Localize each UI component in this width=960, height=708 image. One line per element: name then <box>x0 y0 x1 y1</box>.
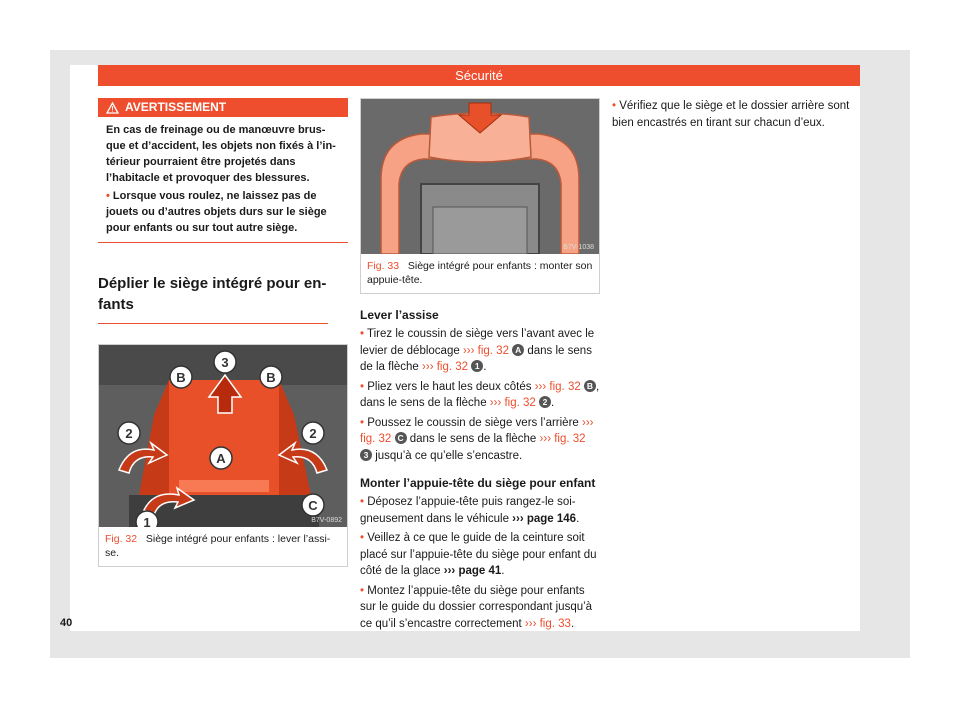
lever-step-3-text-a: Poussez le coussin de siège vers l’arrière <box>367 416 579 429</box>
figure-33-illustration <box>361 99 599 254</box>
fig-32-link[interactable]: ››› fig. 32 <box>462 344 509 357</box>
fig-32-link[interactable]: ››› fig. 32 <box>360 416 594 445</box>
bullet-icon: • <box>360 496 365 508</box>
headrest-step-1-end: . <box>576 512 580 525</box>
fig32-label-b-left: B <box>176 370 186 385</box>
bullet-icon: • <box>106 190 110 202</box>
figure-33-caption-text: Siège intégré pour enfants : monter son appuie-tête. <box>367 260 593 286</box>
fig32-label-2-right: 2 <box>309 426 317 441</box>
headrest-heading: Monter l’appuie-tête du siège pour enfant <box>360 476 596 490</box>
fig-32-link[interactable]: ››› fig. 32 <box>489 397 536 409</box>
fig-32-link[interactable]: ››› fig. 32 <box>422 361 469 373</box>
figure-32-illustration <box>99 345 347 527</box>
fig32-label-a: A <box>216 451 226 466</box>
bullet-icon: • <box>360 380 365 393</box>
warning-triangle-icon <box>106 102 119 114</box>
column-middle <box>360 98 600 635</box>
lever-step-2-text-b: , dans le sens de la flèche <box>360 380 600 409</box>
column-right <box>612 98 852 134</box>
page-number: 40 <box>60 617 73 629</box>
fig32-label-b-right: B <box>266 370 276 385</box>
label-2-badge: 2 <box>539 396 551 408</box>
label-c-badge: C <box>395 432 407 444</box>
section-header-title: Sécurité <box>455 68 503 83</box>
warning-body <box>98 117 348 242</box>
fig-33-link[interactable]: ››› fig. 33 <box>524 617 571 630</box>
lever-step-2-text-a: Pliez vers le haut les deux côtés <box>367 380 532 393</box>
figure-32-drawing <box>99 345 347 527</box>
fig32-label-3: 3 <box>221 355 229 370</box>
label-3-badge: 3 <box>360 449 372 461</box>
lever-step-2 <box>360 379 600 412</box>
bullet-icon: • <box>360 328 365 340</box>
figure-33-drawing <box>361 99 599 254</box>
label-1-badge: 1 <box>471 360 483 372</box>
bullet-icon: • <box>360 416 365 429</box>
section-title: Déplier le siège intégré pour en-fants <box>98 273 328 324</box>
lever-heading: Lever l’assise <box>360 308 439 322</box>
headrest-step-3-end: . <box>570 617 575 630</box>
headrest-step-2-end: . <box>501 565 505 577</box>
check-step-text: Vérifiez que le siège et le dossier arrière sont bien encastrés en tirant sur chacun d’eux. <box>612 100 850 129</box>
headrest-step-2-text: Veillez à ce que le guide de la ceinture soit placé sur l’appuie-tête du siège pour enfant du côté de la glace <box>360 532 597 577</box>
label-b-badge: B <box>584 380 596 392</box>
headrest-step-3 <box>360 583 600 633</box>
warning-box <box>98 98 348 243</box>
figure-33-code: B7V-1038 <box>563 244 594 251</box>
figure-32-number: Fig. 32 <box>105 533 138 545</box>
lever-step-3-end: jusqu’à ce qu’elle s’encastre. <box>375 449 523 462</box>
lever-step-2-end: . <box>551 397 555 409</box>
fig32-label-c: C <box>308 498 318 513</box>
headrest-step-2 <box>360 530 600 580</box>
fig-32-link[interactable]: ››› fig. 32 <box>539 433 586 445</box>
figure-33 <box>360 98 600 294</box>
warning-bullet-text: Lorsque vous roulez, ne laissez pas de jouets ou d’autres objets durs sur le siège pour enfants ou sur tout autre siège. <box>106 190 327 234</box>
section-header-bar <box>98 65 860 86</box>
lever-step-3 <box>360 415 600 465</box>
fig32-label-1: 1 <box>143 515 151 527</box>
figure-33-number: Fig. 33 <box>367 260 400 272</box>
headrest-step-3-text: Montez l’appuie-tête du siège pour enfants sur le guide du dossier correspondant jusqu’à ce qu’il s’encastre correctement <box>360 584 593 630</box>
bullet-icon: • <box>360 584 365 597</box>
headrest-step-1 <box>360 494 600 527</box>
fig-32-link[interactable]: ››› fig. 32 <box>534 380 581 393</box>
bullet-icon: • <box>360 532 365 544</box>
figure-32-caption-text: Siège intégré pour enfants : lever l’assi-se. <box>105 533 331 559</box>
warning-title: AVERTISSEMENT <box>125 100 227 114</box>
lever-step-1-end: . <box>483 361 487 373</box>
figure-32-caption <box>99 527 347 566</box>
column-left <box>98 98 348 567</box>
headrest-step-1-text: Déposez l’appuie-tête puis rangez-le soi-gneusement dans le véhicule <box>360 496 576 525</box>
page-41-link[interactable]: ››› page 41 <box>443 565 502 577</box>
lever-step-1-text-b: dans le sens de la flèche <box>360 344 592 373</box>
page-146-link[interactable]: ››› page 146 <box>512 512 577 525</box>
label-a-badge: A <box>512 344 524 356</box>
figure-33-caption <box>361 254 599 293</box>
figure-32-code: B7V-0892 <box>311 517 342 524</box>
check-step <box>612 98 852 131</box>
warning-header <box>98 98 348 117</box>
fig32-label-2-left: 2 <box>125 426 133 441</box>
warning-paragraph: En cas de freinage ou de manœuvre brus-que et d’accident, les objets non fixés à l’in-térieur pourraient être projetés dans l’habitacle et provoquer des blessures. <box>106 124 336 184</box>
lever-step-3-text-b: dans le sens de la flèche <box>409 433 537 445</box>
warning-bullet-item <box>106 188 342 236</box>
lever-step-1-text-a: Tirez le coussin de siège vers l’avant avec le levier de déblocage <box>360 328 595 357</box>
lever-step-1 <box>360 326 600 376</box>
bullet-icon: • <box>612 100 617 112</box>
figure-32 <box>98 344 348 567</box>
